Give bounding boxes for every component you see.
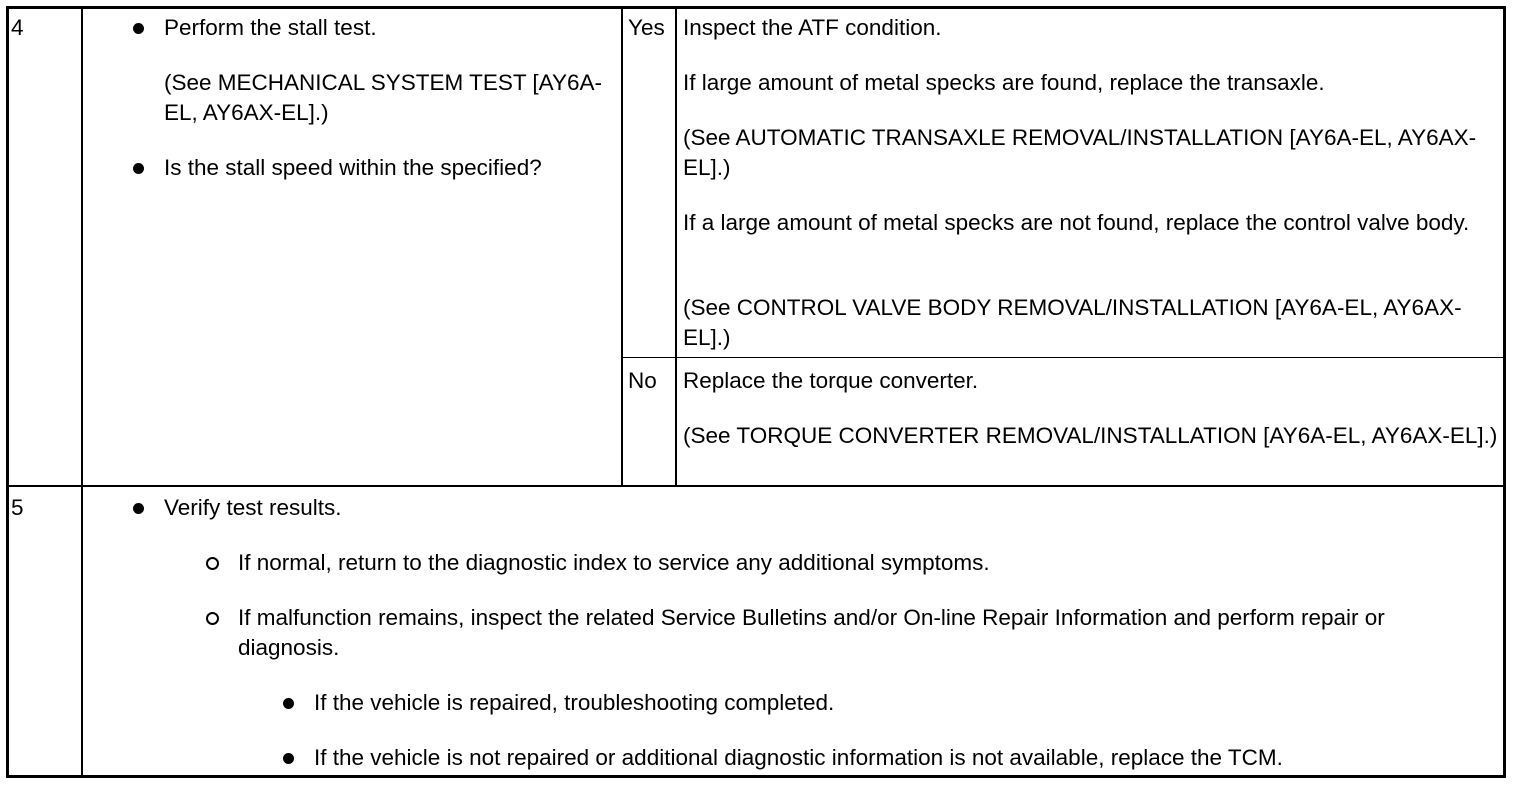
bullet-icon (133, 503, 144, 514)
sub-sub-item: If the vehicle is repaired, troubleshooting completed. (314, 690, 835, 715)
result-label-no: No (628, 368, 657, 393)
sub-sub-item: If the vehicle is not repaired or additional diagnostic information is not available, replace the TCM. (314, 745, 1283, 770)
yes-action-line: If large amount of metal specks are found, replace the transaxle. (683, 70, 1325, 95)
step-number: 4 (11, 15, 24, 40)
column-divider-step (81, 6, 83, 778)
action-item: Verify test results. (164, 495, 342, 520)
yes-action-line: Inspect the ATF condition. (683, 15, 942, 40)
circle-bullet-icon (206, 557, 219, 570)
yes-action-reference: (See AUTOMATIC TRANSAXLE REMOVAL/INSTALLATION [AY6A-EL, AY6AX-EL].) (683, 125, 1477, 180)
bullet-icon (283, 753, 294, 764)
column-divider-action (675, 6, 677, 486)
result-label-yes: Yes (628, 15, 665, 40)
row-divider-yes-no (621, 357, 1506, 358)
action-reference: (See MECHANICAL SYSTEM TEST [AY6A-EL, AY6AX-EL].) (164, 70, 603, 125)
step-number: 5 (11, 495, 24, 520)
sub-item: If malfunction remains, inspect the related Service Bulletins and/or On-line Repair Information and perform repair or diagnosis. (238, 605, 1385, 660)
yes-action-reference: (See CONTROL VALVE BODY REMOVAL/INSTALLATION [AY6A-EL, AY6AX-EL].) (683, 295, 1462, 350)
column-divider-result (621, 6, 623, 486)
bullet-icon (133, 23, 144, 34)
sub-item: If normal, return to the diagnostic index to service any additional symptoms. (238, 550, 990, 575)
bullet-icon (133, 163, 144, 174)
no-action-line: Replace the torque converter. (683, 368, 979, 393)
circle-bullet-icon (206, 612, 219, 625)
action-item: Perform the stall test. (164, 15, 377, 40)
row-divider-step4-step5 (6, 485, 1506, 487)
action-item: Is the stall speed within the specified? (164, 155, 542, 180)
no-action-reference: (See TORQUE CONVERTER REMOVAL/INSTALLATION [AY6A-EL, AY6AX-EL].) (683, 423, 1498, 448)
bullet-icon (283, 698, 294, 709)
yes-action-line: If a large amount of metal specks are not found, replace the control valve body. (683, 210, 1470, 235)
